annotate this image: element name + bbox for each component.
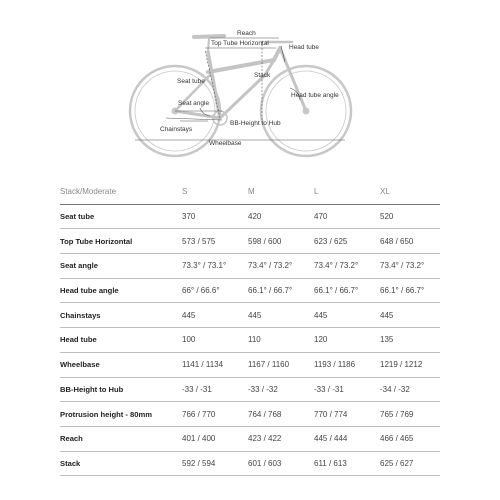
value-cell: 445 / 444: [314, 426, 380, 451]
value-cell: 445: [248, 303, 314, 328]
value-cell: 1219 / 1212: [380, 352, 440, 377]
value-cell: 66.1° / 66.7°: [248, 278, 314, 303]
reach-label: Reach: [237, 30, 256, 37]
wheelbase-label: Wheelbase: [209, 140, 242, 147]
header-cell: L: [314, 180, 380, 204]
value-cell: 401 / 400: [182, 426, 248, 451]
row-label: Reach: [60, 426, 182, 451]
table-row: [60, 229, 440, 254]
table-row: [60, 303, 440, 328]
value-cell: 73.4° / 73.2°: [314, 254, 380, 279]
value-cell: 625 / 627: [380, 451, 440, 476]
stack-label: Stack: [254, 72, 271, 79]
value-cell: 601 / 603: [248, 451, 314, 476]
value-cell: -33 / -32: [248, 377, 314, 402]
value-cell: 1167 / 1160: [248, 352, 314, 377]
value-cell: 573 / 575: [182, 229, 248, 254]
value-cell: 66° / 66.6°: [182, 278, 248, 303]
value-cell: 100: [182, 328, 248, 353]
row-label: BB-Height to Hub: [60, 377, 182, 402]
value-cell: 73.4° / 73.2°: [380, 254, 440, 279]
table-row: [60, 451, 440, 476]
value-cell: 592 / 594: [182, 451, 248, 476]
value-cell: 73.4° / 73.2°: [248, 254, 314, 279]
value-cell: 445: [314, 303, 380, 328]
table-row: [60, 278, 440, 303]
value-cell: 423 / 422: [248, 426, 314, 451]
row-label: Top Tube Horizontal: [60, 229, 182, 254]
value-cell: -33 / -31: [182, 377, 248, 402]
value-cell: 445: [380, 303, 440, 328]
row-label: Wheelbase: [60, 352, 182, 377]
value-cell: 445: [182, 303, 248, 328]
table-row: [60, 328, 440, 353]
value-cell: -33 / -31: [314, 377, 380, 402]
row-label: Head tube: [60, 328, 182, 353]
header-cell: M: [248, 180, 314, 204]
geometry-table: [60, 180, 440, 476]
row-label: Head tube angle: [60, 278, 182, 303]
head-tube-label: Head tube: [289, 44, 319, 51]
header-cell: XL: [380, 180, 440, 204]
table-row: [60, 377, 440, 402]
value-cell: 420: [248, 204, 314, 229]
value-cell: 470: [314, 204, 380, 229]
chainstays-label: Chainstays: [160, 126, 193, 133]
row-label: Protrusion height - 80mm: [60, 402, 182, 427]
value-cell: 611 / 613: [314, 451, 380, 476]
value-cell: 623 / 625: [314, 229, 380, 254]
header-cell: Stack/Moderate: [60, 180, 182, 204]
value-cell: 520: [380, 204, 440, 229]
value-cell: 110: [248, 328, 314, 353]
bike-geometry-diagram: [0, 0, 500, 160]
bb-height-label: BB-Height to Hub: [230, 120, 281, 127]
table-row: [60, 352, 440, 377]
value-cell: 598 / 600: [248, 229, 314, 254]
value-cell: 66.1° / 66.7°: [314, 278, 380, 303]
value-cell: 66.1° / 66.7°: [380, 278, 440, 303]
value-cell: 764 / 768: [248, 402, 314, 427]
head-tube-angle-label: Head tube angle: [291, 92, 339, 99]
row-label: Seat angle: [60, 254, 182, 279]
value-cell: -34 / -32: [380, 377, 440, 402]
seat-tube-label: Seat tube: [177, 78, 205, 85]
value-cell: 1193 / 1186: [314, 352, 380, 377]
value-cell: 135: [380, 328, 440, 353]
value-cell: 120: [314, 328, 380, 353]
table-row: [60, 426, 440, 451]
value-cell: 648 / 650: [380, 229, 440, 254]
row-label: Chainstays: [60, 303, 182, 328]
seat-angle-label: Seat angle: [178, 100, 210, 107]
table-row: [60, 254, 440, 279]
table-row: [60, 402, 440, 427]
value-cell: 766 / 770: [182, 402, 248, 427]
value-cell: 466 / 465: [380, 426, 440, 451]
table-header-row: [60, 180, 440, 204]
table-row: [60, 204, 440, 229]
value-cell: 765 / 769: [380, 402, 440, 427]
row-label: Seat tube: [60, 204, 182, 229]
value-cell: 770 / 774: [314, 402, 380, 427]
row-label: Stack: [60, 451, 182, 476]
value-cell: 73.3° / 73.1°: [182, 254, 248, 279]
table-body: [60, 204, 440, 476]
top-tube-label: Top Tube Horizontal: [211, 40, 269, 47]
value-cell: 370: [182, 204, 248, 229]
value-cell: 1141 / 1134: [182, 352, 248, 377]
header-cell: S: [182, 180, 248, 204]
